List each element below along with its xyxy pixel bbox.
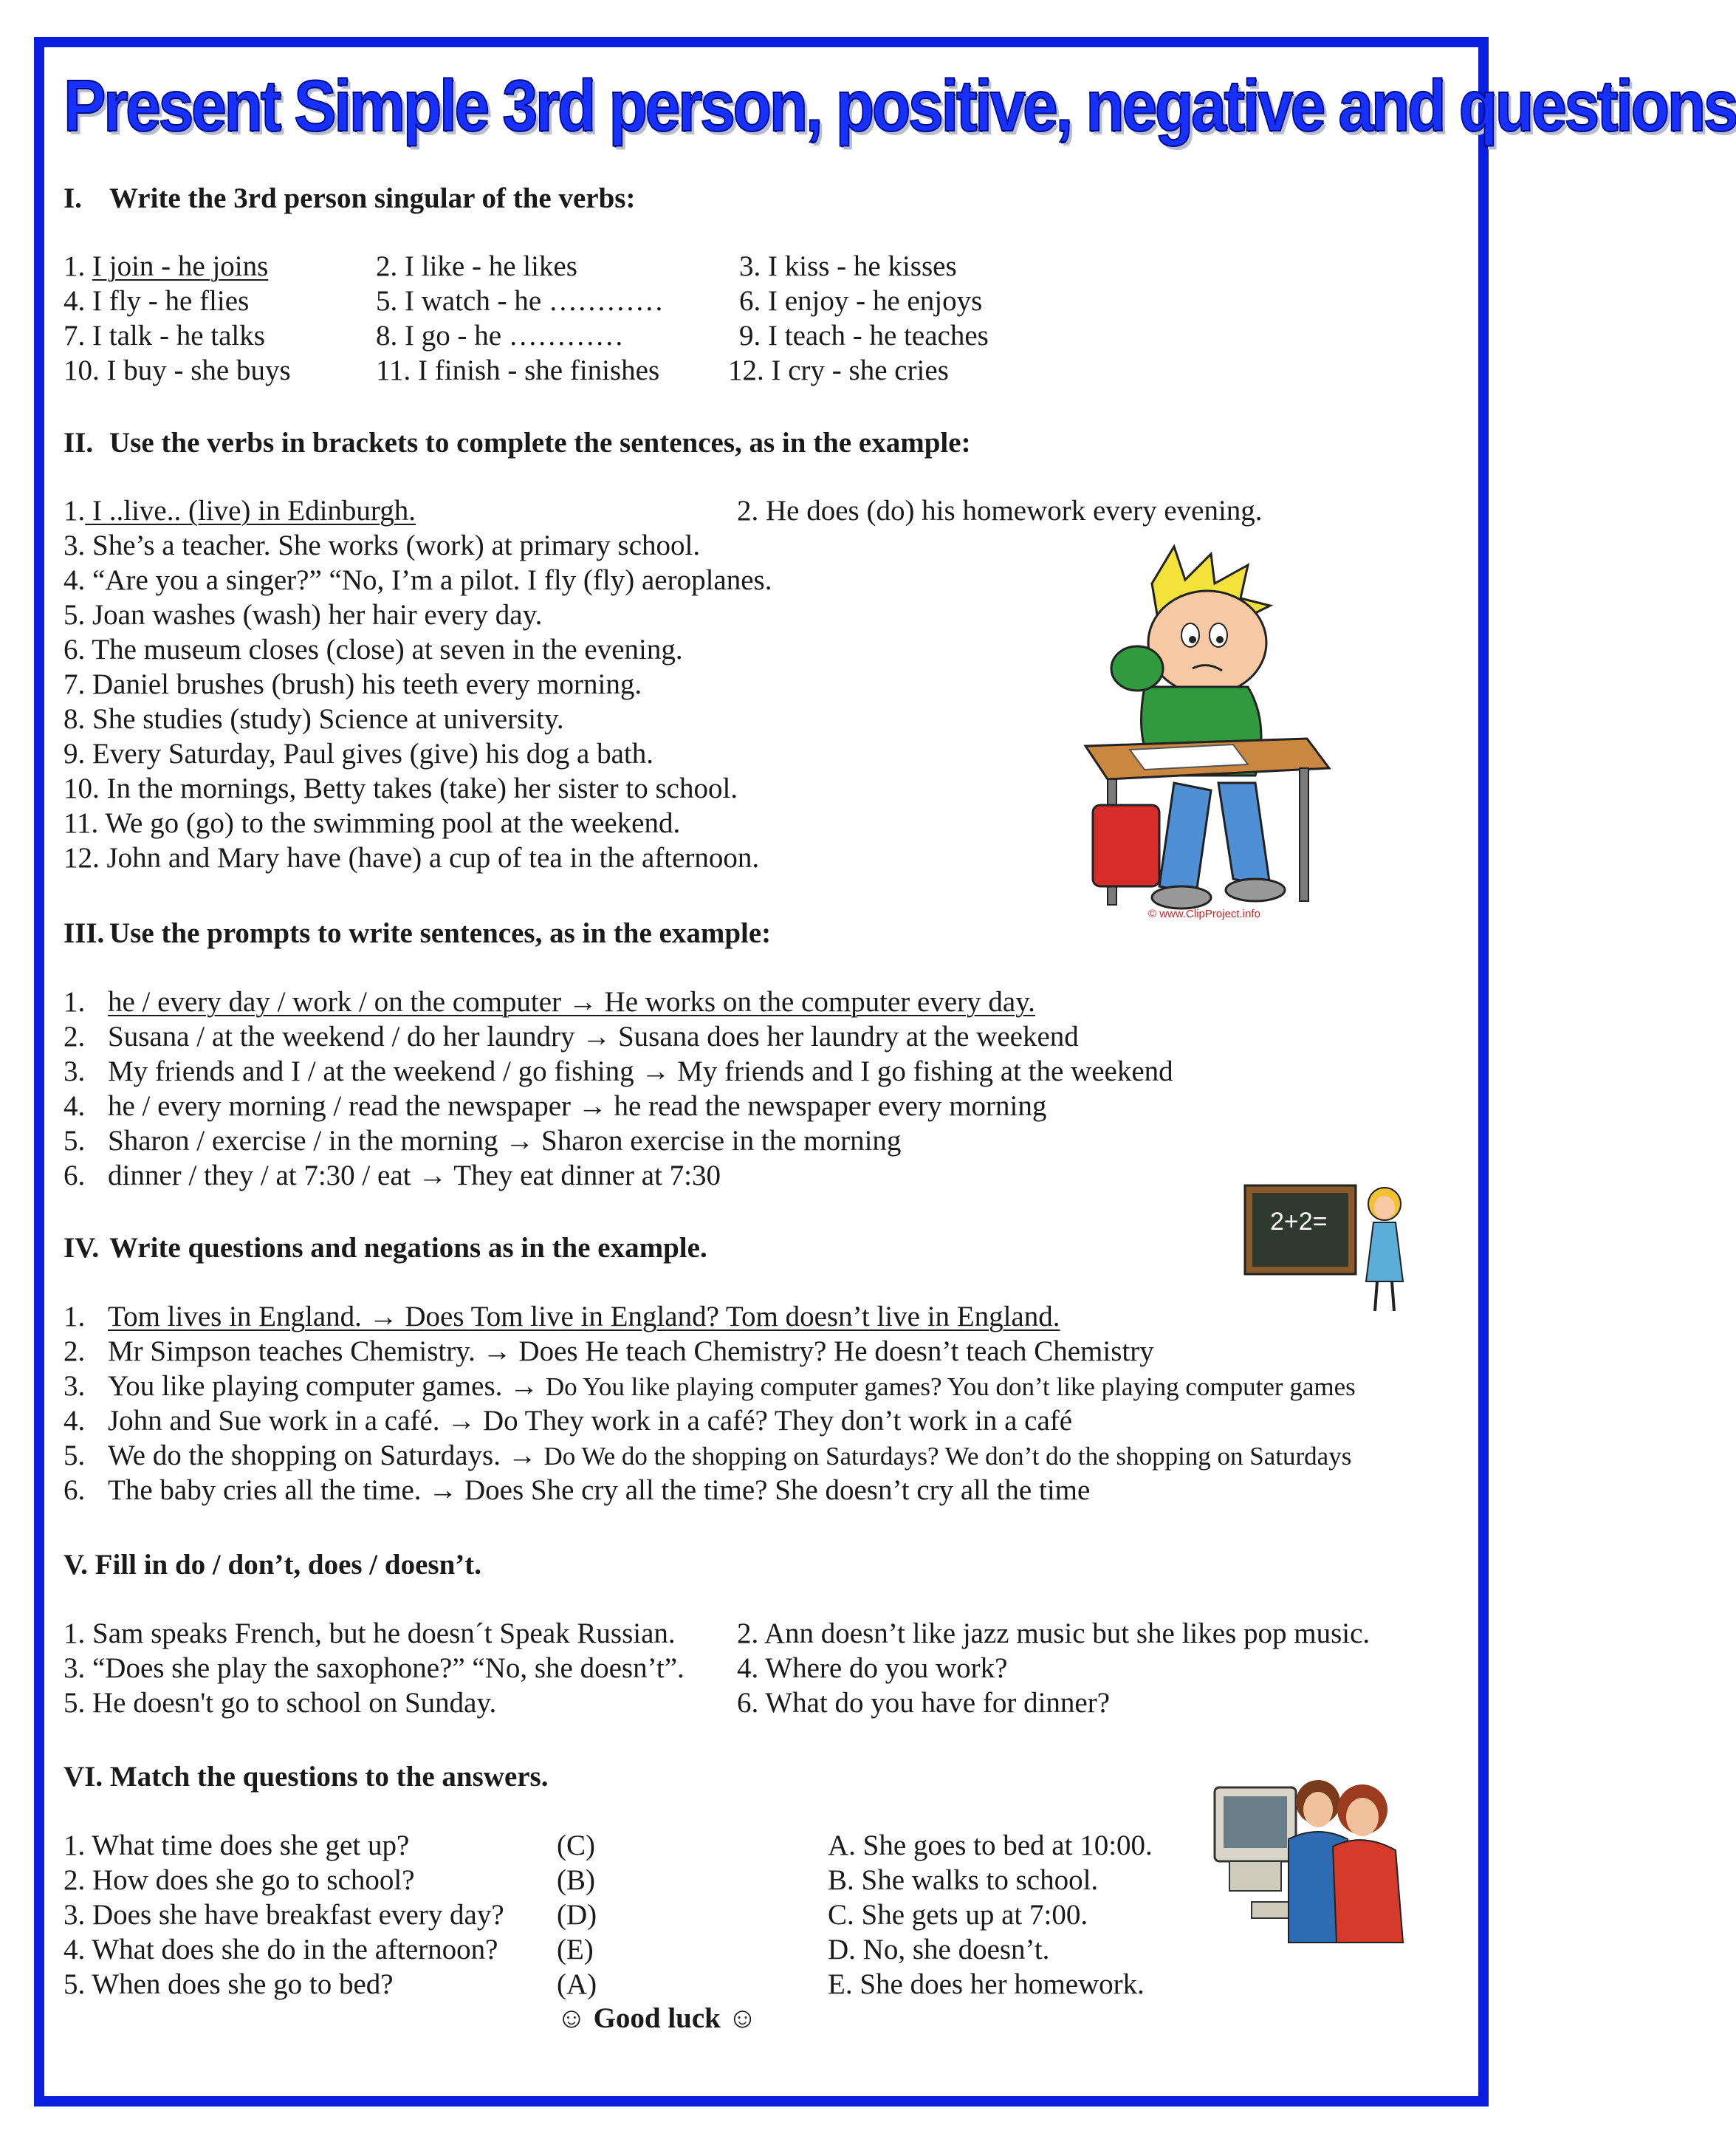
match-question: 1. What time does she get up?: [64, 1830, 410, 1861]
item-text: he / every morning / read the newspaper → he read the newspaper every morning: [108, 1090, 1047, 1122]
item-number: 5.: [64, 1125, 86, 1157]
item-number: 1.: [64, 250, 92, 282]
example-answer: I join - he joins: [92, 250, 269, 282]
sentence-item: 4. “Are you a singer?” “No, I’m a pilot. I fly (fly) aeroplanes.: [64, 564, 772, 596]
sentence-item: 10. In the mornings, Betty takes (take) her sister to school.: [64, 773, 738, 804]
item-text: You like playing computer games. →: [108, 1370, 546, 1402]
item-text: The baby cries all the time. → Does She cry all the time? She doesn’t cry all the time: [108, 1474, 1091, 1506]
worksheet-title: Present Simple 3rd person, positive, negative and questions: [64, 65, 1736, 146]
match-answer-letter: (A): [557, 1968, 597, 2000]
sentence-item: 5. Joan washes (wash) her hair every day.: [64, 599, 543, 631]
verb-item: 8. I go - he …………: [376, 320, 624, 352]
sentence-item: 8. She studies (study) Science at university.: [64, 703, 564, 735]
match-answer-letter: (E): [557, 1934, 594, 1965]
item-number: 2.: [64, 1021, 86, 1053]
item-number: 6.: [64, 1474, 86, 1506]
section-title: Use the prompts to write sentences, as in the example:: [109, 917, 772, 949]
fill-item: 1. Sam speaks French, but he doesn´t Speak Russian.: [64, 1618, 676, 1649]
item-number: 6.: [64, 1160, 86, 1191]
item-text: dinner / they / at 7:30 / eat → They eat dinner at 7:30: [108, 1160, 721, 1191]
section-title: Use the verbs in brackets to complete the sentences, as in the example:: [109, 427, 971, 459]
verb-item: 11. I finish - she finishes: [376, 355, 660, 386]
verb-item: 7. I talk - he talks: [64, 320, 265, 352]
sentence-item: 11. We go (go) to the swimming pool at the weekend.: [64, 807, 681, 839]
fill-item: 2. Ann doesn’t like jazz music but she likes pop music.: [737, 1618, 1370, 1649]
fill-item: 3. “Does she play the saxophone?” “No, she doesn’t”.: [64, 1652, 685, 1684]
match-answer-letter: (B): [557, 1864, 595, 1896]
item-number: 4.: [64, 1090, 86, 1122]
sentence-item: 12. John and Mary have (have) a cup of tea in the afternoon.: [64, 842, 760, 874]
match-answer: A. She goes to bed at 10:00.: [828, 1830, 1153, 1861]
match-answer-letter: (C): [557, 1830, 595, 1861]
verb-item: 12. I cry - she cries: [728, 355, 949, 386]
section-number: III.: [64, 917, 105, 949]
sentence-item: 2. He does (do) his homework every evening.: [737, 495, 1263, 527]
verb-item: 5. I watch - he …………: [376, 285, 664, 317]
match-answer: B. She walks to school.: [828, 1864, 1099, 1896]
section-number: V.: [64, 1549, 88, 1581]
item-text: John and Sue work in a café. → Do They work in a café? They don’t work in a café: [108, 1405, 1073, 1437]
example-answer: he / every day / work / on the computer → He works on the computer every day.: [108, 986, 1035, 1018]
item-number: 4.: [64, 1405, 86, 1437]
item-text: Sharon / exercise / in the morning → Sharon exercise in the morning: [108, 1125, 902, 1157]
fill-item: 6. What do you have for dinner?: [737, 1687, 1111, 1719]
sentence-item: 9. Every Saturday, Paul gives (give) his dog a bath.: [64, 738, 653, 770]
board-text: 2+2=: [1270, 1208, 1328, 1236]
section-title: Write questions and negations as in the example.: [109, 1232, 707, 1264]
item-number: 5.: [64, 1440, 86, 1471]
fill-item: 4. Where do you work?: [737, 1652, 1008, 1684]
section-title: Fill in do / don’t, does / doesn’t.: [95, 1549, 481, 1581]
good-luck-text: ☺ Good luck ☺: [557, 2002, 758, 2034]
section-title: Match the questions to the answers.: [109, 1761, 549, 1793]
clip-credit: © www.ClipProject.info: [1148, 908, 1260, 920]
verb-item: 6. I enjoy - he enjoys: [739, 285, 983, 317]
item-number: 1.: [64, 495, 86, 527]
item-number: 2.: [64, 1335, 86, 1367]
sentence-item: 3. She’s a teacher. She works (work) at primary school.: [64, 530, 701, 561]
section-1-heading: [64, 182, 635, 216]
section-number: IV.: [64, 1232, 100, 1264]
section-5-heading: [64, 1548, 481, 1582]
verb-item: 9. I teach - he teaches: [739, 320, 989, 352]
item-number: 3.: [64, 1370, 86, 1402]
match-answer: D. No, she doesn’t.: [828, 1934, 1050, 1965]
verb-item: [64, 250, 268, 284]
section-number: II.: [64, 427, 94, 459]
example-sentence: [64, 494, 416, 528]
match-answer: C. She gets up at 7:00.: [828, 1899, 1088, 1931]
sentence-item: 6. The museum closes (close) at seven in the evening.: [64, 634, 683, 665]
verb-item: 3. I kiss - he kisses: [739, 250, 957, 282]
item-number: 1.: [64, 1301, 86, 1332]
verb-item: 2. I like - he likes: [376, 250, 577, 282]
section-2-heading: [64, 426, 971, 460]
item-text: We do the shopping on Saturdays. →: [108, 1440, 544, 1471]
chalkboard-illustration: [1241, 1171, 1418, 1318]
fill-item: 5. He doesn't go to school on Sunday.: [64, 1687, 497, 1719]
section-number: I.: [64, 182, 82, 214]
verb-item: 4. I fly - he flies: [64, 285, 250, 317]
section-4-heading: [64, 1231, 707, 1265]
item-number: 3.: [64, 1055, 86, 1087]
boy-at-desk-illustration: [1063, 539, 1337, 923]
computer-class-illustration: [1207, 1758, 1407, 1950]
match-answer: E. She does her homework.: [828, 1968, 1145, 2000]
section-title: Write the 3rd person singular of the verbs:: [109, 182, 636, 214]
match-answer-letter: (D): [557, 1899, 597, 1931]
match-question: 2. How does she go to school?: [64, 1864, 415, 1896]
item-answer: Do You like playing computer games? You don’t like playing computer games: [545, 1372, 1356, 1401]
match-question: 3. Does she have breakfast every day?: [64, 1899, 504, 1931]
section-6-heading: [64, 1760, 549, 1794]
item-text: My friends and I / at the weekend / go fishing → My friends and I go fishing at the weekend: [108, 1055, 1173, 1087]
item-text: Mr Simpson teaches Chemistry. → Does He teach Chemistry? He doesn’t teach Chemistry: [108, 1335, 1154, 1367]
example-answer: I ..live.. (live) in Edinburgh.: [85, 495, 416, 527]
section-3-heading: [64, 917, 771, 951]
item-text: Susana / at the weekend / do her laundry → Susana does her laundry at the weekend: [108, 1021, 1079, 1053]
item-number: 1.: [64, 986, 86, 1018]
match-question: 4. What does she do in the afternoon?: [64, 1934, 498, 1965]
section-number: VI.: [64, 1761, 103, 1793]
example-answer: Tom lives in England. → Does Tom live in England? Tom doesn’t live in England.: [108, 1301, 1060, 1332]
item-answer: Do We do the shopping on Saturdays? We don’t do the shopping on Saturdays: [543, 1442, 1352, 1471]
sentence-item: 7. Daniel brushes (brush) his teeth every morning.: [64, 668, 642, 700]
verb-item: 10. I buy - she buys: [64, 355, 291, 386]
match-question: 5. When does she go to bed?: [64, 1968, 394, 2000]
